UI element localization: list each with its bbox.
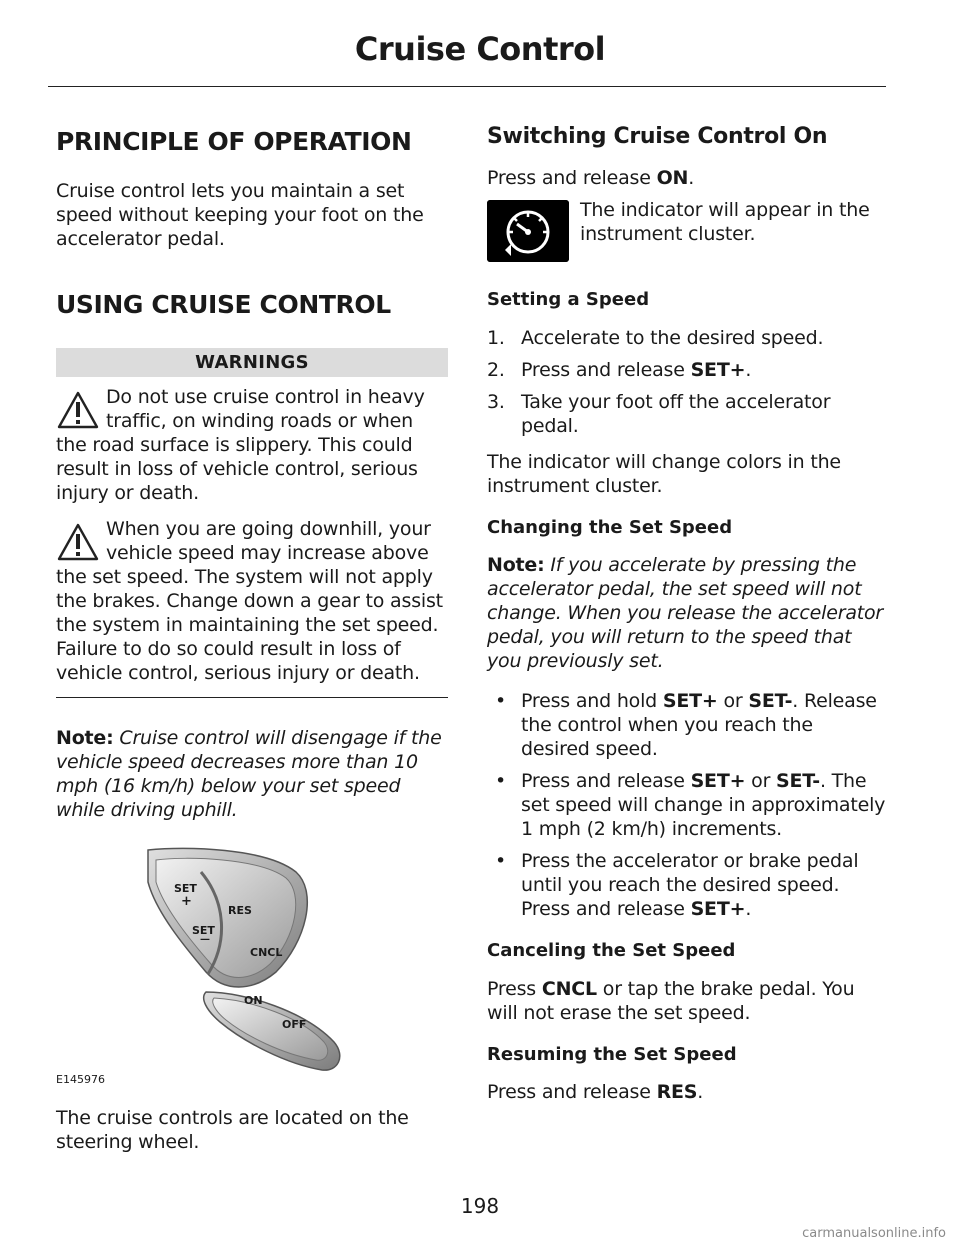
cruise-controls-figure [56,842,448,1092]
color-change-text: The indicator will change colors in the instrument cluster. [487,450,841,497]
steering-wheel-controls-illustration [56,842,448,1092]
label-cncl: CNCL [250,945,283,959]
warning-triangle-icon [56,389,100,433]
switch-heading: Switching Cruise Control On [487,124,828,149]
step-item: 1. Accelerate to the desired speed. [487,326,824,349]
indicator-text: The indicator will appear in the instrument cluster. [580,199,870,246]
label-set-plus: SET [174,881,197,895]
principle-heading: PRINCIPLE OF OPERATION [56,127,412,156]
resume-text: Press and release RES. [487,1080,704,1103]
indicator-row [487,200,887,264]
bullet-item: • Press and release SET+ or SET-. The set speed will change in approximately 1 mph (2 km/h) increments. [495,770,886,841]
warning-triangle-icon [56,521,100,565]
resuming-heading: Resuming the Set Speed [487,1043,737,1065]
speedometer-icon [487,200,569,262]
note-uphill [56,726,448,822]
using-heading: USING CRUISE CONTROL [56,289,391,319]
canceling-heading: Canceling the Set Speed [487,940,736,962]
bullet-item: • Press the accelerator or brake pedal until you reach the desired speed. Press and release SET+. [495,850,859,921]
setting-heading: Setting a Speed [487,289,650,311]
label-plus: + [181,893,192,909]
note-label: Note: [56,726,114,749]
note-text: Cruise control will disengage if the vehicle speed decreases more than 10 mph (16 km/h) below your set speed while driving uphill. [56,726,442,821]
changing-heading: Changing the Set Speed [487,516,733,538]
header-divider [48,86,886,87]
page-title: Cruise Control [354,30,606,68]
step-item: 2. Press and release SET+. [487,358,752,381]
warning-2-text: When you are going downhill, your vehicle speed may increase above the set speed. The system will not apply the brakes. Change down a gear to assist the system in maintaining the set speed. Failure to do so could result in loss of vehicle control, serious injury or death. [56,517,443,684]
setting-steps [487,326,887,438]
warnings-divider [56,697,448,698]
label-minus: — [200,933,210,945]
watermark: carmanualsonline.info [802,1226,946,1241]
warnings-title: WARNINGS [56,348,448,377]
bullet-item: • Press and hold SET+ or SET-. Release the control when you reach the desired speed. [495,690,877,761]
figure-caption: E145976 [56,1072,105,1086]
left-column [56,118,448,1154]
principle-text: Cruise control lets you maintain a set speed without keeping your foot on the accelerator pedal. [56,179,424,250]
right-column [487,118,887,1104]
label-set-minus: SET [192,923,215,937]
cancel-text: Press CNCL or tap the brake pedal. You will not erase the set speed. [487,977,855,1024]
label-res: RES [228,903,252,917]
page-number: 198 [460,1194,500,1218]
warning-1-text: Do not use cruise control in heavy traffic, on winding roads or when the road surface is slippery. This could result in loss of vehicle control, serious injury or death. [56,385,425,504]
switch-text: Press and release ON. [487,167,695,190]
changing-bullets [487,689,887,921]
warning-1 [56,385,448,505]
note-set-speed: Note: If you accelerate by pressing the accelerator pedal, the set speed will not change. When you release the accelerator pedal, you will return to the speed that you previously set. [487,554,884,673]
label-off: OFF [282,1017,307,1031]
label-on: ON [244,993,263,1007]
step-item: 3. Take your foot off the accelerator pedal. [487,390,831,437]
warning-2 [56,517,448,685]
location-text: The cruise controls are located on the steering wheel. [56,1106,409,1153]
